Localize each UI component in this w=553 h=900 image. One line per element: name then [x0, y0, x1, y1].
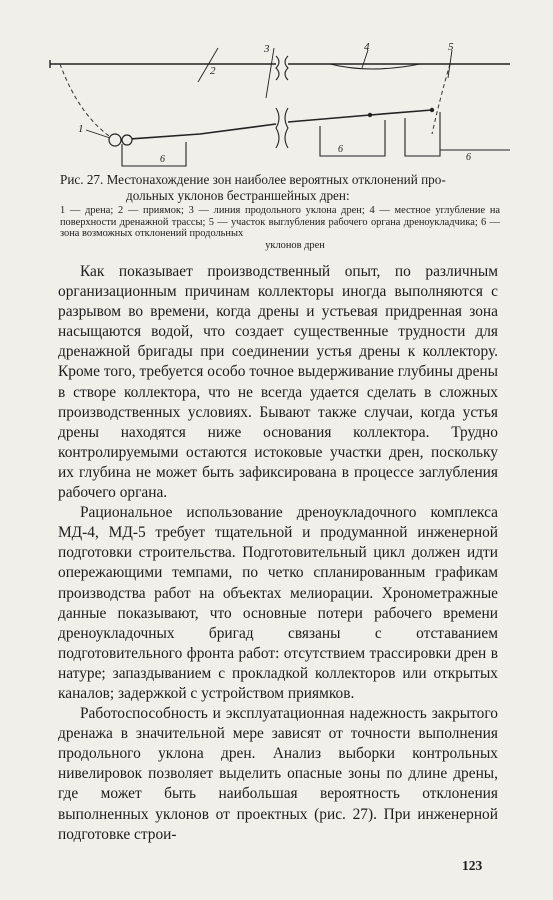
page-number: 123 [462, 858, 483, 873]
caption-title-line1: Рис. 27. Местонахождение зон наиболее вероятных отклонений про- [60, 172, 446, 187]
figure-label-4: 4 [364, 41, 370, 53]
paragraph-1: Как показывает производственный опыт, по различным организационным причинам коллекторы иногда выполняются с разрывом во времени, когда дрены и устьевая придренная зона насыщаются водой, что создает существенные трудности для дренажной бригады при соединении устья дрены к коллектору. Кроме того, требуется особо точное выдерживание глубины дрены в створе коллектора, что не всегда удается сделать в сложных производственных условиях. Бывают также случаи, когда устья дрены находятся ниже основания коллектора. Трудно контролируемыми остаются истоковые участки дрен, поскольку их глубина не может быть зафиксирована в процессе заглубления рабочего органа. [58, 263, 498, 502]
paragraph-3: Работоспособность и эксплуатационная надежность закрытого дренажа в значительной мере зависят от точности выполнения продольного уклона дрен. Анализ выборки контрольных нивелировок позволяет выделить опасные зоны по длине дрены, где может быть наибольшая вероятность отклонения выполненных уклонов от проектных (рис. 27). При инженерной подготовке строи- [58, 705, 498, 843]
figure-caption-title [60, 172, 500, 204]
figure-27 [40, 38, 520, 170]
caption-legend-text: 1 — дрена; 2 — приямок; 3 — линия продольного уклона дрен; 4 — местное углубление на поверхности дренажной трассы; 5 — участок выглубления рабочего органа дреноукладчика; 6 — зона возможных отклонений продольных [60, 205, 500, 239]
drain-diagram [40, 38, 520, 170]
figure-label-5: 5 [448, 41, 454, 53]
figure-label-3: 3 [264, 43, 270, 55]
figure-label-6b: 6 [338, 144, 343, 155]
figure-label-6c: 6 [466, 152, 471, 163]
collector-ditch-outline [60, 64, 115, 140]
caption-legend-last-line: уклонов дрен [265, 239, 325, 251]
figure-label-1: 1 [78, 123, 84, 135]
figure-caption-legend [60, 205, 500, 251]
figure-label-2: 2 [210, 65, 216, 77]
ground-surface-line [50, 60, 510, 68]
body-text [58, 262, 498, 845]
break-marks [276, 56, 288, 148]
figure-label-6a: 6 [160, 154, 165, 165]
drain-outlet-icon [109, 134, 132, 146]
pit-outline [432, 64, 450, 134]
paragraph-2: Рациональное использование дреноукладочного комплекса МД-4, МД-5 требует тщательной и продуманной инженерной подготовки строительства. Подготовительный цикл должен идти опережающими темпами, по четко спланированным графикам производства работ на объектах мелиорации. Хронометражные данные показывают, что основные потери рабочего времени дреноукладочных бригад связаны с отставанием подготовительного фронта работ: отсутствием трассировки дрен в натуре; запаздыванием с прокладкой коллекторов или открытых каналов; задержкой с устройством приямков. [58, 504, 498, 702]
caption-title-line2: дольных уклонов бестраншейных дрен: [126, 188, 350, 203]
local-depression [330, 64, 420, 69]
